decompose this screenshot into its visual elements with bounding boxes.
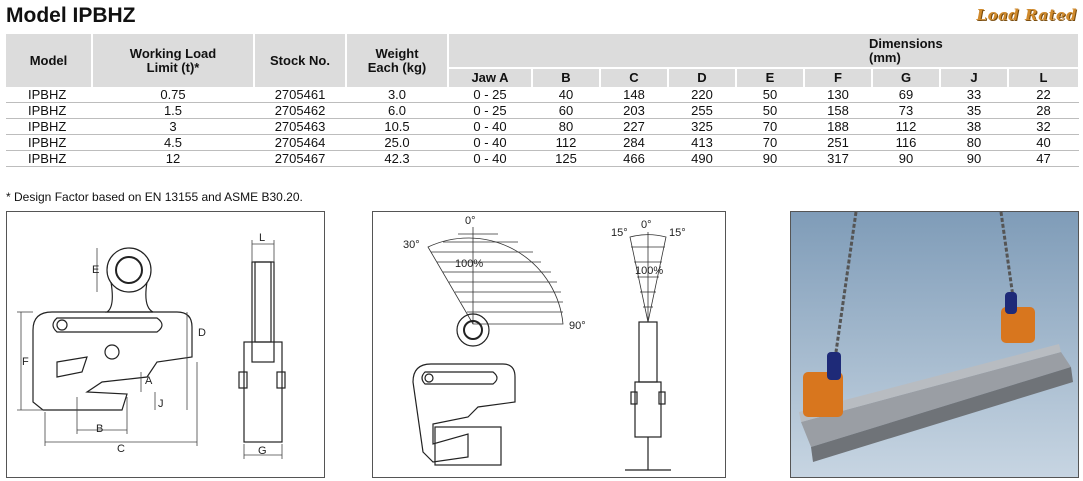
- header-dim-4: E: [736, 68, 804, 87]
- table-row: [6, 103, 1079, 119]
- cell-dim-1: 112: [555, 135, 577, 150]
- cell-dim-0: 0 - 40: [473, 135, 507, 150]
- cell-stock: 2705463: [274, 119, 326, 134]
- label-deg30: 30°: [403, 239, 420, 251]
- cell-dim-4: 70: [762, 135, 778, 150]
- label-L: L: [259, 232, 266, 244]
- label-F: F: [22, 356, 29, 368]
- cell-dim-2: 284: [623, 135, 645, 150]
- label-C: C: [117, 443, 125, 455]
- cell-dim-4: 50: [762, 103, 778, 118]
- cell-dim-1: 40: [558, 87, 574, 102]
- cell-model: IPBHZ: [28, 151, 67, 166]
- cell-dim-7: 33: [966, 87, 982, 102]
- cell-wll: 4.5: [163, 135, 183, 150]
- header-dim-7: J: [940, 68, 1008, 87]
- label-pct100: 100%: [455, 258, 484, 270]
- cell-dim-6: 116: [895, 135, 917, 150]
- cell-dim-8: 22: [1036, 87, 1051, 102]
- label-A: A: [145, 375, 153, 387]
- load-rated-logo: Load Rated: [976, 6, 1077, 24]
- lifting-angle-drawing: [373, 212, 725, 477]
- header-model: Model: [6, 34, 92, 87]
- label-deg0-side: 0°: [641, 219, 652, 231]
- cell-dim-6: 73: [898, 103, 914, 118]
- cell-dim-4: 70: [762, 119, 778, 134]
- spec-table: [6, 34, 1080, 167]
- cell-dim-8: 32: [1036, 119, 1051, 134]
- cell-weight: 25.0: [384, 135, 410, 150]
- cell-dim-1: 80: [558, 119, 574, 134]
- cell-stock: 2705467: [274, 151, 326, 166]
- cell-dim-3: 490: [691, 151, 713, 166]
- cell-dim-0: 0 - 25: [473, 103, 507, 118]
- label-G: G: [258, 445, 267, 457]
- cell-dim-7: 35: [966, 103, 982, 118]
- i-beam-lifting-photo: [791, 212, 1078, 477]
- page-title: Model IPBHZ: [6, 4, 136, 27]
- cell-dim-8: 40: [1036, 135, 1051, 150]
- design-factor-footnote: * Design Factor based on EN 13155 and ASME B30.20.: [6, 190, 303, 204]
- cell-dim-1: 125: [555, 151, 577, 166]
- header-dim-0: Jaw A: [448, 68, 532, 87]
- label-D: D: [198, 327, 206, 339]
- lifting-photo-panel: [790, 211, 1079, 478]
- shackle-ring-outer: [107, 248, 151, 292]
- header-stock: Stock No.: [254, 34, 346, 87]
- cell-dim-2: 203: [623, 103, 645, 118]
- label-deg15-left: 15°: [611, 227, 628, 239]
- cell-dim-1: 60: [558, 103, 574, 118]
- cell-weight: 6.0: [387, 103, 407, 118]
- cell-wll: 3: [169, 119, 177, 134]
- cell-dim-5: 158: [827, 103, 849, 118]
- cell-stock: 2705462: [274, 103, 326, 118]
- cell-dim-5: 188: [827, 119, 849, 134]
- cell-dim-4: 90: [762, 151, 778, 166]
- cell-dim-6: 90: [898, 151, 914, 166]
- cell-dim-2: 227: [623, 119, 645, 134]
- cell-dim-3: 413: [691, 135, 713, 150]
- header-wll: Working Load Limit (t)*: [92, 34, 254, 87]
- label-E: E: [92, 264, 100, 276]
- label-pct100-side: 100%: [635, 265, 664, 277]
- cell-weight: 3.0: [387, 87, 407, 102]
- header-dim-1: B: [532, 68, 600, 87]
- cell-stock: 2705461: [274, 87, 326, 102]
- label-J: J: [158, 398, 164, 410]
- cell-dim-3: 325: [691, 119, 713, 134]
- header-dim-6: G: [872, 68, 940, 87]
- cell-model: IPBHZ: [28, 135, 67, 150]
- cell-stock: 2705464: [274, 135, 326, 150]
- header-dimensions: Dimensions (mm): [448, 34, 1079, 68]
- label-deg90: 90°: [569, 320, 586, 332]
- cell-dim-2: 466: [623, 151, 645, 166]
- cell-weight: 42.3: [384, 151, 410, 166]
- cell-dim-5: 130: [827, 87, 849, 102]
- cell-dim-0: 0 - 40: [473, 119, 507, 134]
- table-row: [6, 87, 1079, 103]
- cell-dim-0: 0 - 25: [473, 87, 507, 102]
- table-row: [6, 135, 1079, 151]
- cell-dim-3: 220: [691, 87, 713, 102]
- angle-diagram-panel: [372, 211, 726, 478]
- cell-dim-5: 251: [827, 135, 849, 150]
- cell-model: IPBHZ: [28, 103, 67, 118]
- cell-wll: 12: [165, 151, 181, 166]
- cell-wll: 1.5: [163, 103, 183, 118]
- cell-model: IPBHZ: [28, 87, 67, 102]
- cell-dim-0: 0 - 40: [473, 151, 507, 166]
- header-weight: Weight Each (kg): [346, 34, 448, 87]
- cell-model: IPBHZ: [28, 119, 67, 134]
- table-row: [6, 119, 1079, 135]
- header-dim-5: F: [804, 68, 872, 87]
- cell-dim-7: 38: [966, 119, 982, 134]
- cell-dim-5: 317: [827, 151, 849, 166]
- header-dim-2: C: [600, 68, 668, 87]
- cell-dim-8: 28: [1036, 103, 1051, 118]
- table-row: [6, 151, 1079, 167]
- cell-dim-7: 80: [966, 135, 982, 150]
- cell-weight: 10.5: [384, 119, 410, 134]
- cell-dim-3: 255: [691, 103, 713, 118]
- header-dim-8: L: [1008, 68, 1079, 87]
- label-deg0: 0°: [465, 215, 476, 227]
- cell-dim-4: 50: [762, 87, 778, 102]
- cell-dim-8: 47: [1036, 151, 1051, 166]
- cell-dim-2: 148: [623, 87, 645, 102]
- cell-wll: 0.75: [160, 87, 186, 102]
- label-deg15-right: 15°: [669, 227, 686, 239]
- cell-dim-6: 69: [898, 87, 914, 102]
- header-dim-3: D: [668, 68, 736, 87]
- label-B: B: [96, 423, 104, 435]
- cell-dim-7: 90: [966, 151, 982, 166]
- cell-dim-6: 112: [895, 119, 917, 134]
- dimension-drawing-panel: [6, 211, 325, 478]
- clamp-dimension-drawing: [7, 212, 324, 477]
